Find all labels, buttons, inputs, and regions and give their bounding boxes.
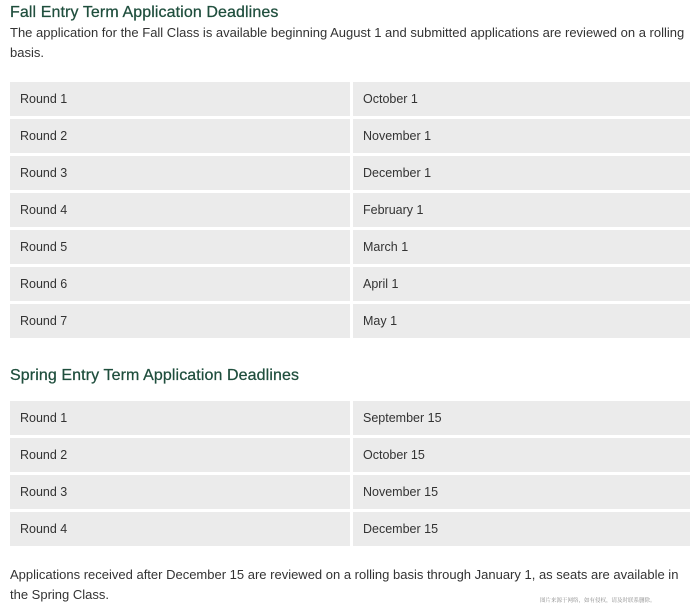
spring-footer-note: Applications received after December 15 are reviewed on a rolling basis through January 1, as seats are available in the Spring Class. — [10, 567, 679, 602]
table-row — [10, 304, 690, 338]
round-cell: Round 6 — [10, 267, 350, 301]
table-row — [10, 401, 690, 435]
table-row — [10, 267, 690, 301]
table-row — [10, 438, 690, 472]
round-cell: Round 1 — [10, 401, 350, 435]
date-cell: March 1 — [353, 230, 690, 264]
table-row — [10, 193, 690, 227]
date-cell: May 1 — [353, 304, 690, 338]
spring-deadlines-heading: Spring Entry Term Application Deadlines — [10, 367, 300, 384]
table-row — [10, 230, 690, 264]
fall-deadlines-heading: Fall Entry Term Application Deadlines — [10, 4, 279, 21]
table-row — [10, 156, 690, 190]
round-cell: Round 4 — [10, 193, 350, 227]
round-cell: Round 2 — [10, 119, 350, 153]
date-cell: December 1 — [353, 156, 690, 190]
table-row — [10, 119, 690, 153]
round-cell: Round 2 — [10, 438, 350, 472]
date-cell: October 1 — [353, 82, 690, 116]
table-row — [10, 512, 690, 546]
fall-intro-text: The application for the Fall Class is available beginning August 1 and submitted applications are reviewed on a rolling basis. — [10, 25, 685, 60]
date-cell: February 1 — [353, 193, 690, 227]
date-cell: December 15 — [353, 512, 690, 546]
date-cell: November 15 — [353, 475, 690, 509]
round-cell: Round 3 — [10, 475, 350, 509]
round-cell: Round 7 — [10, 304, 350, 338]
table-row — [10, 82, 690, 116]
date-cell: October 15 — [353, 438, 690, 472]
fall-deadlines-table — [7, 79, 693, 341]
table-row — [10, 475, 690, 509]
round-cell: Round 5 — [10, 230, 350, 264]
date-cell: April 1 — [353, 267, 690, 301]
spring-deadlines-table — [7, 398, 693, 549]
date-cell: September 15 — [353, 401, 690, 435]
round-cell: Round 3 — [10, 156, 350, 190]
watermark-text: 图片来源于网络，如有侵权，请及时联系删除。 — [540, 598, 656, 604]
round-cell: Round 1 — [10, 82, 350, 116]
round-cell: Round 4 — [10, 512, 350, 546]
date-cell: November 1 — [353, 119, 690, 153]
